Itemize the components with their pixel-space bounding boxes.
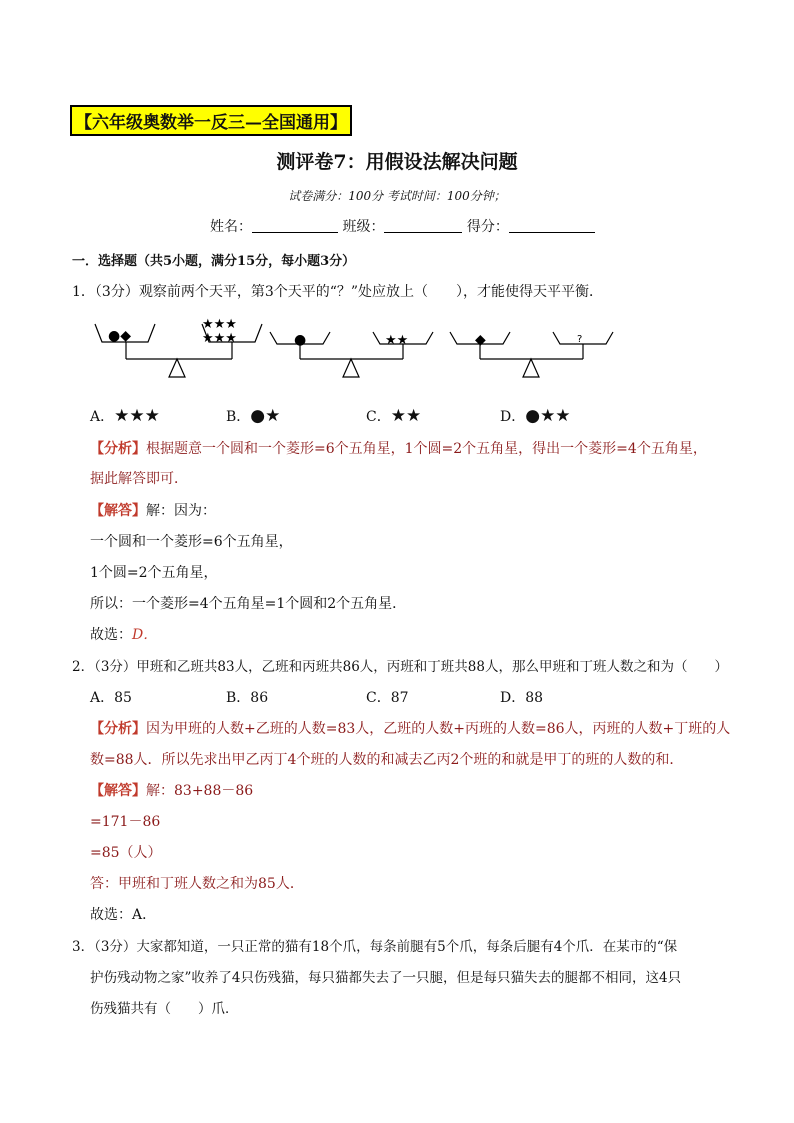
exam-meta: 试卷满分：100分 考试时间：100分钟；	[288, 189, 506, 203]
q3-stem-line-1: 3．（3分）大家都知道，一只正常的猫有18个爪，每条前腿有5个爪，每条后腿有4个爪．在某市的“保	[72, 939, 678, 955]
class-label: 班级：	[342, 219, 385, 235]
balance-3-right-items: ?	[577, 334, 583, 345]
balance-1-left-items: ●◆	[108, 328, 131, 344]
q2-answer: 【解答】解：83+88－86	[90, 783, 254, 799]
q2-option-a[interactable]: A．85	[90, 690, 132, 706]
q1-option-b[interactable]: B．●★	[226, 406, 281, 426]
q2-solution-line-3: 答：甲班和丁班人数之和为85人．	[90, 876, 304, 892]
option-d-glyphs: ●★★	[525, 406, 571, 426]
q2-option-d[interactable]: D．88	[500, 690, 544, 706]
q1-option-a[interactable]: A．★★★	[90, 406, 160, 426]
q1-solution-line-1: 一个圆和一个菱形=6个五角星，	[90, 534, 293, 550]
balance-1-right-top-items: ★★★	[202, 317, 237, 332]
class-blank[interactable]	[384, 218, 462, 233]
page-title: 测评卷7：用假设法解决问题	[276, 151, 518, 173]
q1-solution-line-3: 所以：一个菱形=4个五角星=1个圆和2个五角星．	[90, 596, 407, 612]
section-heading: 一．选择题（共5小题，满分15分，每小题3分）	[72, 254, 356, 269]
balance-3-left-items: ◆	[475, 332, 486, 348]
option-a-glyphs: ★★★	[114, 406, 160, 426]
balance-2-right-items: ★★	[385, 333, 409, 348]
q2-final: 故选：A．	[90, 907, 157, 923]
q1-analysis: 【分析】根据题意一个圆和一个菱形=6个五角星，1个圆=2个五角星，得出一个菱形=4个五角星，	[90, 441, 707, 457]
q1-option-c[interactable]: C．★★	[366, 406, 422, 426]
analysis-tag: 【分析】	[90, 441, 146, 457]
q2-option-b[interactable]: B．86	[226, 690, 269, 706]
q2-analysis-cont: 数=88人．所以先求出甲乙丙丁4个班的人数的和减去乙丙2个班的和就是甲丁的班的人数的和．	[90, 752, 684, 768]
name-label: 姓名：	[210, 219, 252, 235]
option-b-glyphs: ●★	[250, 406, 281, 426]
q1-answer: 【解答】解：因为：	[90, 503, 216, 519]
student-fields	[210, 216, 595, 236]
score-label: 得分：	[466, 219, 509, 235]
q3-stem-line-2: 护伤残动物之家”收养了4只伤残猫，每只猫都失去了一只腿，但是每只猫失去的腿都不相同，这4只	[90, 970, 682, 986]
name-blank[interactable]	[252, 218, 338, 233]
option-c-glyphs: ★★	[390, 406, 422, 426]
q2-analysis: 【分析】因为甲班的人数+乙班的人数=83人，乙班的人数+丙班的人数=86人，丙班的人数+丁班的人	[90, 721, 731, 737]
q3-stem-line-3: 伤残猫共有（ ）爪．	[90, 1001, 239, 1017]
q2-solution-line-2: =85（人）	[90, 845, 162, 861]
q1-stem: 1．（3分）观察前两个天平，第3个天平的“？”处应放上（ ），才能使得天平平衡．	[72, 284, 604, 300]
answer-tag: 【解答】	[90, 503, 146, 519]
balance-figure	[90, 314, 630, 382]
q1-option-d[interactable]: D．●★★	[500, 406, 571, 426]
balance-1-right-bottom-items: ★★★	[202, 331, 237, 346]
score-blank[interactable]	[509, 218, 595, 233]
q1-solution-line-2: 1个圆=2个五角星，	[90, 565, 218, 581]
q1-final: 故选：D．	[90, 627, 158, 643]
balance-2-left-items: ●	[294, 332, 307, 348]
header-tag: 【六年级奥数举一反三—全国通用】	[70, 105, 352, 136]
q1-analysis-cont: 据此解答即可．	[90, 471, 188, 487]
q2-solution-line-1: =171－86	[90, 814, 161, 830]
q2-stem: 2．（3分）甲班和乙班共83人，乙班和丙班共86人，丙班和丁班共88人，那么甲班和丁班人数之和为（ ）	[72, 659, 728, 675]
q2-option-c[interactable]: C．87	[366, 690, 409, 706]
